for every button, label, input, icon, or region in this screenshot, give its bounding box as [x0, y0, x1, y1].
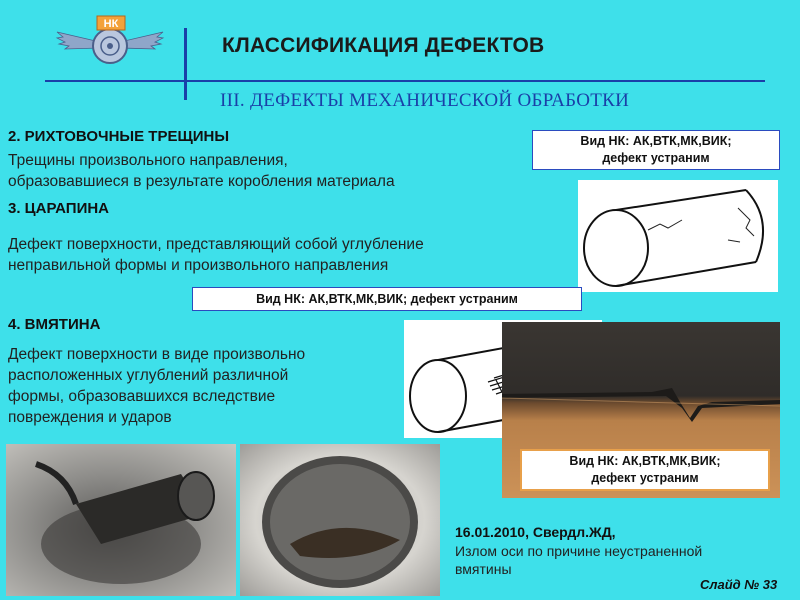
axle-photo-front	[240, 444, 440, 596]
incident-caption	[455, 542, 785, 578]
axle-photo-side	[6, 444, 236, 596]
caption-line: Излом оси по причине неустраненной	[455, 543, 703, 559]
text-line: расположенных углублений различной	[8, 367, 289, 384]
section-heading-straightening-cracks: 2. РИХТОВОЧНЫЕ ТРЕЩИНЫ	[8, 128, 230, 145]
badge-line: Вид НК: АК,ВТК,МК,ВИК;	[580, 134, 732, 148]
cracked-cylinder-drawing	[578, 180, 778, 292]
logo-text: НК	[103, 18, 119, 30]
badge-line: дефект устраним	[602, 151, 710, 165]
badge-line: дефект устраним	[591, 471, 699, 485]
section-text-scratch	[8, 234, 568, 276]
section-heading-dent: 4. ВМЯТИНА	[8, 316, 101, 333]
text-line: Трещины произвольного направления,	[8, 152, 288, 169]
ndt-badge-scratch	[192, 287, 582, 311]
text-line: формы, образовавшихся вследствие	[8, 388, 276, 405]
caption-line: вмятины	[455, 561, 512, 577]
ndt-badge-dent	[520, 449, 770, 491]
incident-date: 16.01.2010, Свердл.ЖД,	[455, 524, 616, 540]
text-line: Дефект поверхности, представляющий собой углубление	[8, 236, 424, 253]
header-divider-horizontal	[45, 80, 765, 82]
ndt-badge-cracks	[532, 130, 780, 170]
slide-number: Слайд № 33	[700, 577, 778, 592]
header-divider-vertical	[184, 28, 187, 100]
page-subtitle: III. ДЕФЕКТЫ МЕХАНИЧЕСКОЙ ОБРАБОТКИ	[220, 90, 630, 111]
section-text-straightening-cracks	[8, 150, 528, 192]
text-line: повреждения и ударов	[8, 409, 172, 426]
section-heading-scratch: 3. ЦАРАПИНА	[8, 200, 110, 217]
text-line: неправильной формы и произвольного направления	[8, 257, 389, 274]
railway-logo	[55, 14, 165, 72]
text-line: Дефект поверхности в виде произвольно	[8, 346, 306, 363]
badge-line: Вид НК: АК,ВТК,МК,ВИК; дефект устраним	[256, 292, 518, 306]
badge-line: Вид НК: АК,ВТК,МК,ВИК;	[569, 454, 721, 468]
text-line: образовавшиеся в результате коробления материала	[8, 173, 395, 190]
page-title: КЛАССИФИКАЦИЯ ДЕФЕКТОВ	[222, 34, 545, 57]
section-text-dent	[8, 344, 398, 428]
